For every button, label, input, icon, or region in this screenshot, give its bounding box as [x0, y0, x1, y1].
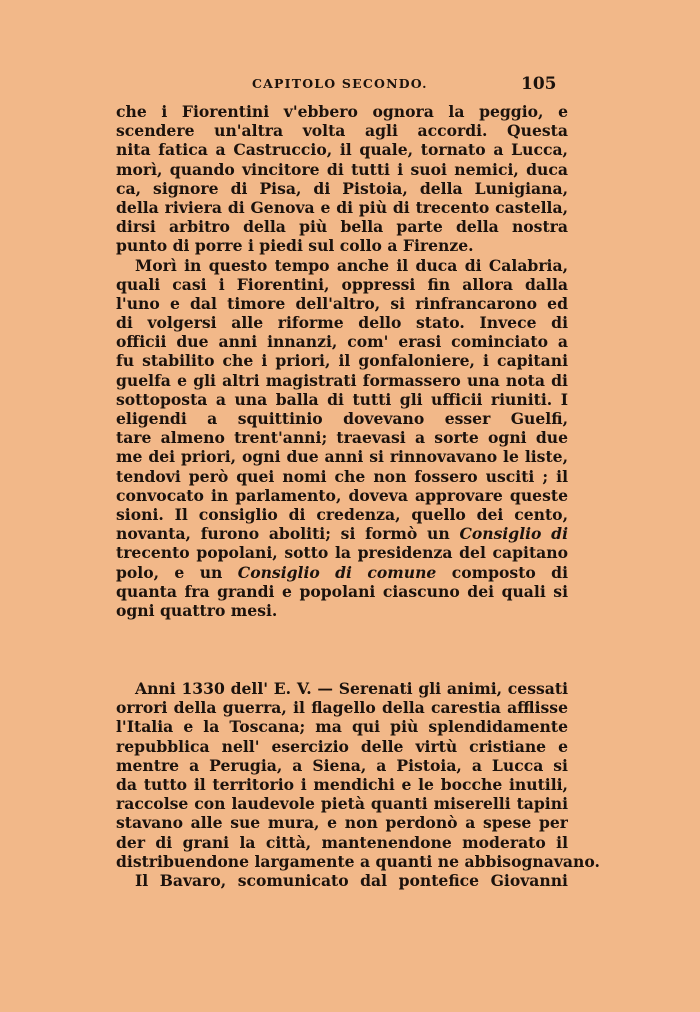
text-line: sioni. Il consiglio di credenza, quello dei cento, [116, 504, 568, 524]
text-line: eligendi a squittinio dovevano esser Guelfi, [116, 409, 568, 429]
text-line: l'uno e dal timore dell'altro, si rinfrancarono ed [116, 293, 568, 313]
text-line: repubblica nell' esercizio delle virtù cristiane e [116, 736, 568, 756]
text-line: der di grani la città, mantenendone moderato il [116, 832, 568, 852]
page-header [0, 74, 700, 94]
text-line: mentre a Perugia, a Siena, a Pistoia, a Lucca si [116, 755, 568, 775]
text-line: quanta fra grandi e popolani ciascuno dei quali si [116, 581, 568, 601]
page-number: 105 [521, 74, 557, 94]
text-line: stavano alle sue mura, e non perdonò a spese per [116, 813, 568, 833]
text-line: punto di porre i piedi sul collo a Firenze. [116, 236, 474, 256]
text-line: trecento popolani, sotto la presidenza del capitano [116, 543, 568, 563]
text-line: Morì in questo tempo anche il duca di Calabria, [135, 255, 568, 275]
text-line: raccolse con laudevole pietà quanti miserelli tapini [116, 794, 568, 814]
text-line: fu stabilito che i priori, il gonfaloniere, i capitani [116, 351, 568, 371]
text-line: distribuendone largamente a quanti ne abbisognavano. [116, 851, 600, 871]
running-title: CAPITOLO SECONDO. [252, 76, 428, 91]
text-line: nita fatica a Castruccio, il quale, tornato a Lucca, [116, 140, 568, 160]
text-line: officii due anni innanzi, com' erasi cominciato a [116, 332, 568, 352]
text-line: quali casi i Fiorentini, oppressi fin allora dalla [116, 274, 568, 294]
text-segment: polo, e un [116, 562, 223, 582]
text-line: ca, signore di Pisa, di Pistoia, della Lunigiana, [116, 178, 568, 198]
text-line [116, 524, 568, 543]
text-line: Il Bavaro, scomunicato dal pontefice Giovanni [135, 870, 568, 890]
text-line: da tutto il territorio i mendichi e le bocche inutili, [116, 774, 568, 794]
text-line: tendovi però quei nomi che non fossero usciti ; il [116, 466, 568, 486]
text-line: convocato in parlamento, doveva approvare queste [116, 485, 568, 505]
text-line: orrori della guerra, il flagello della carestia afflisse [116, 698, 568, 718]
text-segment: composto di [451, 562, 568, 582]
text-line: Anni 1330 dell' E. V. — Serenati gli animi, cessati [135, 679, 568, 698]
text-line: sottoposta a una balla di tutti gli ufficii riuniti. I [116, 389, 568, 409]
paragraph-castruccio [116, 102, 568, 620]
text-line: dirsi arbitro della più bella parte della nostra [116, 217, 568, 237]
text-line [116, 563, 568, 582]
text-line: scendere un'altra volta agli accordi. Questa [116, 121, 568, 141]
text-line: ogni quattro mesi. [116, 600, 278, 620]
text-line: tare almeno trent'anni; traevasi a sorte ogni due [116, 428, 568, 448]
text-line: l'Italia e la Toscana; ma qui più splendidamente [116, 717, 568, 737]
text-line: me dei priori, ogni due anni si rinnovavano le liste, [116, 447, 568, 467]
italic-term-consiglio-di-popolo: Consiglio di [459, 524, 568, 544]
text-line: che i Fiorentini v'ebbero ognora la peggio, e [116, 102, 568, 121]
text-segment: novanta, furono aboliti; si formò un [116, 524, 450, 544]
text-line: di volgersi alle riforme dello stato. Invece di [116, 313, 568, 333]
text-line: morì, quando vincitore di tutti i suoi nemici, duca [116, 159, 568, 179]
text-line: guelfa e gli altri magistrati formassero una nota di [116, 370, 568, 390]
paragraph-anni-1330 [116, 679, 600, 890]
text-line: della riviera di Genova e di più di trecento castella, [116, 197, 568, 217]
italic-term-consiglio-di-comune: Consiglio di comune [237, 562, 437, 582]
